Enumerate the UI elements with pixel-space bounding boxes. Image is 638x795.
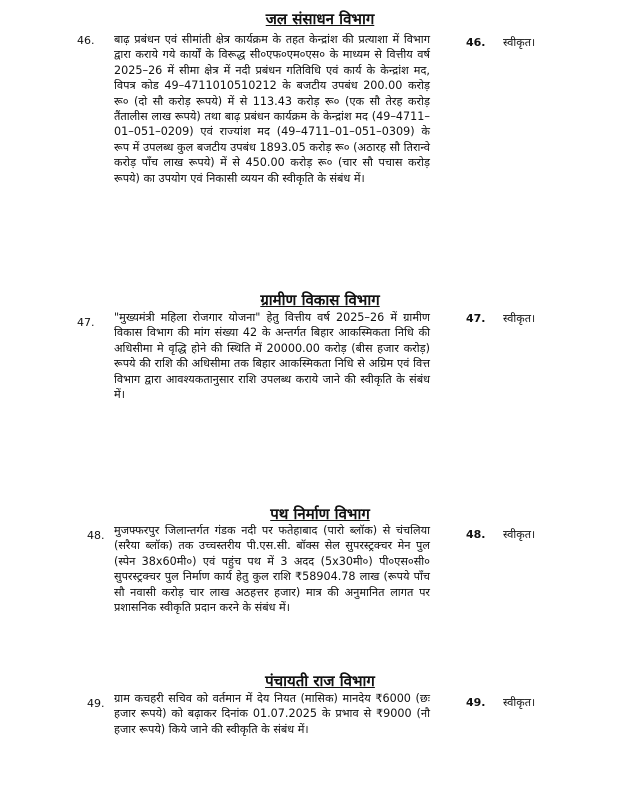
section-heading-water-resources: जल संसाधन विभाग	[265, 10, 375, 28]
result-status-49: स्वीकृत।	[503, 696, 536, 709]
result-number-47: 47.	[466, 312, 486, 325]
item-number-49: 49.	[87, 697, 105, 710]
result-number-49: 49.	[466, 696, 486, 709]
result-number-46: 46.	[466, 36, 486, 49]
section-heading-panchayati-raj: पंचायती राज विभाग	[265, 672, 375, 690]
item-text-49: ग्राम कचहरी सचिव को वर्तमान में देय नियत (मासिक) मानदेय ₹6000 (छः हजार रूपये) को बढ़ाकर दिनांक 01.07.2025 के प्रभाव से ₹9000 (नौ हजार रूपये) किये जाने की स्वीकृति के संबंध में।	[114, 692, 430, 736]
item-text-46: बाढ़ प्रबंधन एवं सीमांती क्षेत्र कार्यक्रम के तहत केन्द्रांश की प्रत्याशा में विभाग द्वारा कराये गये कार्यों के विरूद्ध सी०एफ०एम०एस० के माध्यम से वित्तीय वर्ष 2025–26 में सीमा क्षेत्र में नदी प्रबंधन गतिविधि एवं कार्य के केन्द्रांश मद, विपत्र कोड 49–4711010510212 के बजटीय उपबंध 200.00 करोड़ रू० (दो सौ करोड़ रूपये) में से 113.43 करोड़ रू० (एक सौ तेरह करोड़ तैंतालीस लाख रूपये) तथा बाढ़ प्रबंधन कार्यक्रम के केन्द्रांश मद (49–4711–01–051–0209) एवं राज्यांश मद (49–4711–01–051–0309) के रूप में उपलब्ध कुल बजटीय उपबंध 1893.05 करोड़ रू० (अठारह सौ तिरान्वे करोड़ पाँच लाख रूपये) में से 450.00 करोड़ रू० (चार सौ पचास करोड़ रूपये) का उपयोग एवं निकासी व्ययन की स्वीकृति के संबंध में।	[114, 33, 430, 185]
result-status-48: स्वीकृत।	[503, 528, 536, 541]
item-number-47: 47.	[77, 316, 95, 329]
section-heading-rural-development: ग्रामीण विकास विभाग	[260, 291, 380, 309]
item-number-46: 46.	[77, 34, 95, 47]
item-text-48: मुजफ्फरपुर जिलान्तर्गत गंडक नदी पर फतेहाबाद (पारो ब्लॉक) से चंचलिया (सरैया ब्लॉक) तक उच्चस्तरीय पी.एस.सी. बॉक्स सेल सुपरस्ट्रक्चर मेन पुल (स्पेन 38x60मी०) एवं पहुंच पथ में 3 अदद (5x30मी०) पी०एस०सी० सुपरस्ट्रक्चर पुल निर्माण कार्य हेतु कुल राशि ₹58904.78 लाख (रूपये पाँच सौ नवासी करोड़ चार लाख अठहत्तर हजार) मात्र की अनुमानित लागत पर प्रशासनिक स्वीकृति प्रदान करने के संबंध में।	[114, 524, 430, 615]
item-number-48: 48.	[87, 529, 105, 542]
item-text-47: "मुख्यमंत्री महिला रोजगार योजना" हेतु वित्तीय वर्ष 2025–26 में ग्रामीण विकास विभाग की मांग संख्या 42 के अन्तर्गत बिहार आकस्मिकता निधि की अधिसीमा मे वृद्धि होने की स्थिति में 20000.00 करोड़ (बीस हजार करोड़) रूपये की राशि की अधिसीमा तक बिहार आकस्मिकता निधि से अग्रिम एवं वित्त विभाग द्वारा आवश्यकतानुसार राशि उपलब्ध कराये जाने की स्वीकृति के संबंध में।	[114, 311, 430, 402]
result-status-46: स्वीकृत।	[503, 36, 536, 49]
result-number-48: 48.	[466, 528, 486, 541]
section-heading-road-construction: पथ निर्माण विभाग	[270, 505, 370, 523]
result-status-47: स्वीकृत।	[503, 312, 536, 325]
